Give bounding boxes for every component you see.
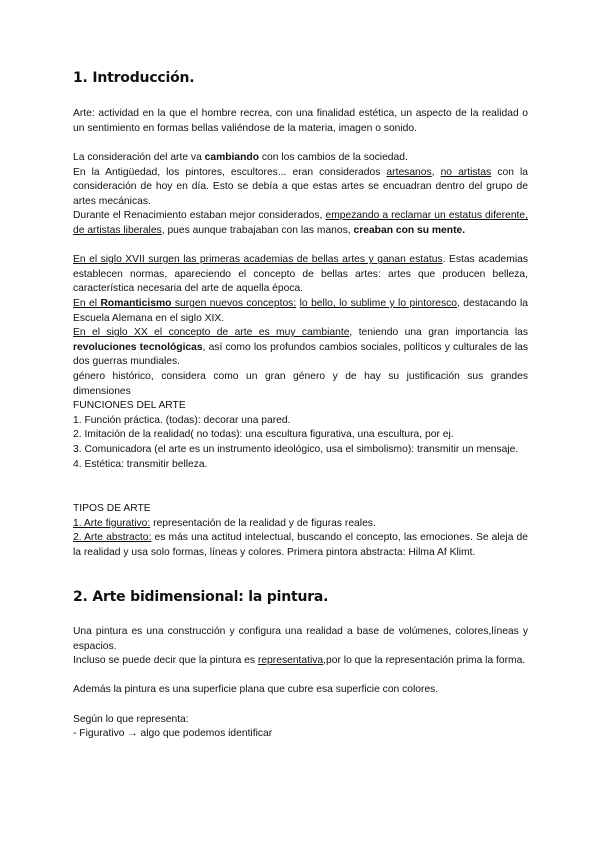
arte-definition: Arte: actividad en la que el hombre recrea, con una finalidad estética, un aspecto de la realidad o un sentimiento en formas bellas valiéndose de la materia, imagen o sonido. <box>73 108 528 134</box>
funcion-item: 2. Imitación de la realidad( no todas): una escultura figurativa, una escultura, por ej. <box>73 429 454 441</box>
underline-no-artistas: no artistas <box>440 166 492 178</box>
funcion-item: 1. Función práctica. (todas): decorar una pared. <box>73 414 291 426</box>
paragraph-figurativo: - Figurativo → algo que podemos identificar <box>73 728 273 740</box>
paragraph-siglo-xvii: En el siglo XVII surgen las primeras academias de bellas artes y ganan estatus. Estas academias establecen normas, apareciendo el concepto de bellas artes: artes que producen belleza, característica necesaria del arte de aquella época. <box>73 254 529 295</box>
tipo-figurativo: 1. Arte figurativo: representación de la realidad y de figuras reales. <box>73 517 376 529</box>
section-2-title: 2. Arte bidimensional: la pintura. <box>73 589 329 605</box>
paragraph-siglo-xx: En el siglo XX el concepto de arte es muy cambiante, teniendo una gran importancia las revoluciones tecnológicas, así como los profundos cambios sociales, políticos y culturales de las dos guerras mundiales. <box>73 327 529 368</box>
funciones-heading: FUNCIONES DEL ARTE <box>73 400 186 412</box>
paragraph-pintura: Una pintura es una construcción y configura una realidad a base de volúmenes, colores,líneas y espacios. <box>73 626 528 652</box>
underline-arte-figurativo: 1. Arte figurativo: <box>73 517 151 529</box>
bold-revoluciones: revoluciones tecnológicas <box>73 341 203 353</box>
paragraph-consideracion: La consideración del arte va cambiando con los cambios de la sociedad. <box>73 152 408 163</box>
bold-creaban: creaban con su mente. <box>353 224 466 236</box>
section-1-title: 1. Introducción. <box>73 70 195 86</box>
bold-romanticismo: Romanticismo <box>100 298 172 309</box>
tipo-abstracto: 2. Arte abstracto: es más una actitud intelectual, buscando el concepto, las emociones. Se aleja de la realidad y usa solo formas, líneas y colores. Primera pintora abstracta: Hilma Af Klimt. <box>73 532 528 558</box>
underline-representativa: representativa <box>257 655 324 667</box>
underline-arte-abstracto: 2. Arte abstracto: <box>73 532 152 544</box>
bold-cambiando: cambiando <box>204 152 260 163</box>
funciones-list <box>73 414 528 472</box>
paragraph-incluso: Incluso se puede decir que la pintura es representativa,por lo que la representación prima la forma. <box>73 655 526 667</box>
underline-bello-sublime: lo bello, lo sublime y lo pintoresco <box>299 298 458 309</box>
paragraph-genero-historico: género histórico, considera como un gran género y de hay su justificación sus grandes dimensiones <box>73 371 528 397</box>
funcion-item: 3. Comunicadora (el arte es un instrumento ideológico, usa el simbolismo): transmitir un mensaje. <box>73 443 519 455</box>
underline-artesanos: artesanos <box>386 166 432 178</box>
paragraph-renacimiento: Durante el Renacimiento estaban mejor considerados, empezando a reclamar un estatus diferente, de artistas liberales, pues aunque trabajaban con las manos, creaban con su mente. <box>73 210 528 236</box>
tipos-heading: TIPOS DE ARTE <box>73 503 151 514</box>
paragraph-romanticismo: En el Romanticismo surgen nuevos conceptos: lo bello, lo sublime y lo pintoresco, destacando la Escuela Alemana en el siglo XIX. <box>73 298 528 324</box>
underline-siglo-xx: En el siglo XX el concepto de arte es muy cambiante <box>73 327 350 339</box>
underline-academias: En el siglo XVII surgen las primeras academias de bellas artes y ganan estatus <box>73 254 443 266</box>
paragraph-antiguedad: En la Antigüedad, los pintores, escultores... eran considerados artesanos, no artistas con la consideración de hoy en día. Esto se debía a que estas artes se encuadran dentro del grupo de artes mecánicas. <box>73 166 528 207</box>
funcion-item: 4. Estética: transmitir belleza. <box>73 458 208 470</box>
paragraph-ademas: Además la pintura es una superficie plana que cubre esa superficie con colores. <box>73 684 439 696</box>
underline-estatus-diferente: empezando a reclamar un estatus diferente, de artistas liberales <box>73 210 528 236</box>
paragraph-segun: Según lo que representa: <box>73 713 189 725</box>
